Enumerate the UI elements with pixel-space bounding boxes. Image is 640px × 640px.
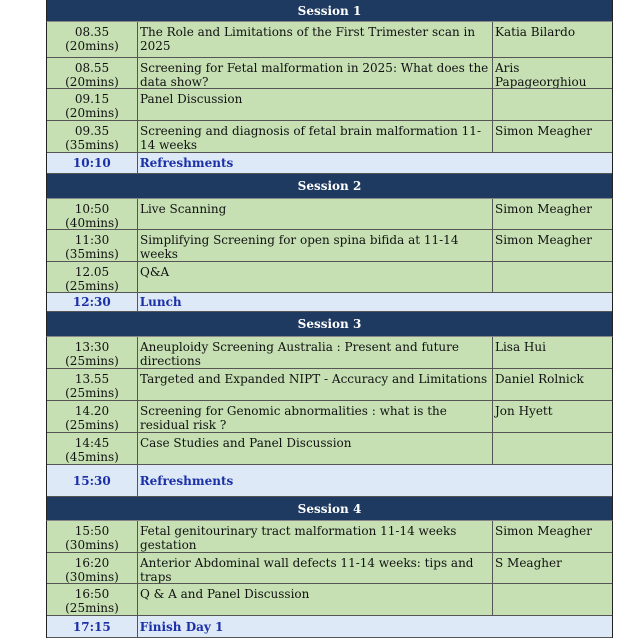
talk-duration: (25mins) [65, 354, 119, 368]
speaker-name: Simon Meagher [495, 202, 592, 216]
talk-duration: (40mins) [65, 216, 119, 230]
talk-row [46, 521, 613, 553]
talk-title: Q & A and Panel Discussion [140, 587, 310, 601]
talk-row [46, 58, 613, 89]
session-title: Session 2 [297, 179, 362, 193]
title-cell [138, 369, 493, 401]
talk-row [46, 433, 613, 465]
talk-row [46, 121, 613, 153]
talk-time: 08.55 [74, 61, 110, 75]
speaker-name: Simon Meagher [495, 124, 592, 138]
break-time: 12:30 [72, 295, 111, 309]
time-cell [47, 553, 138, 584]
time-cell [47, 433, 138, 465]
speaker-cell [493, 553, 612, 584]
speaker-cell [493, 401, 612, 433]
talk-duration: (30mins) [65, 538, 119, 552]
title-cell [138, 22, 493, 58]
talk-time: 10:50 [74, 202, 110, 216]
break-title-cell [138, 616, 612, 638]
speaker-cell [493, 369, 612, 401]
talk-title: Case Studies and Panel Discussion [140, 436, 352, 450]
time-cell [47, 337, 138, 369]
break-time-cell [47, 616, 138, 638]
break-row [46, 465, 613, 497]
speaker-cell [493, 89, 612, 121]
talk-title: Q&A [140, 265, 170, 279]
talk-title: Simplifying Screening for open spina bifida at 11-14 weeks [140, 233, 459, 261]
time-cell [47, 199, 138, 230]
schedule-table [46, 0, 613, 638]
talk-duration: (25mins) [65, 601, 119, 615]
talk-duration: (20mins) [65, 106, 119, 120]
title-cell [138, 89, 493, 121]
speaker-name: Lisa Hui [495, 340, 546, 354]
talk-row [46, 401, 613, 433]
title-cell [138, 58, 493, 89]
time-cell [47, 58, 138, 89]
talk-row [46, 337, 613, 369]
talk-duration: (20mins) [65, 75, 119, 89]
talk-title: Live Scanning [140, 202, 227, 216]
talk-duration: (35mins) [65, 247, 119, 261]
speaker-cell [493, 521, 612, 553]
title-cell [138, 433, 493, 465]
talk-title: Targeted and Expanded NIPT - Accuracy and Limitations [140, 372, 488, 386]
time-cell [47, 369, 138, 401]
talk-title: The Role and Limitations of the First Trimester scan in 2025 [140, 25, 476, 53]
break-title-cell [138, 153, 612, 174]
talk-duration: (25mins) [65, 418, 119, 432]
time-cell [47, 230, 138, 262]
talk-duration: (45mins) [65, 450, 119, 464]
session-header [46, 0, 613, 22]
talk-time: 14.20 [74, 404, 110, 418]
break-time-cell [47, 153, 138, 174]
talk-row [46, 230, 613, 262]
session-title: Session 1 [297, 3, 362, 18]
time-cell [47, 584, 138, 616]
title-cell [138, 230, 493, 262]
talk-row [46, 584, 613, 616]
speaker-name: Simon Meagher [495, 233, 592, 247]
talk-row [46, 89, 613, 121]
speaker-cell [493, 22, 612, 58]
speaker-name: Aris Papageorghiou [495, 61, 587, 89]
talk-time: 14:45 [74, 436, 110, 450]
talk-duration: (35mins) [65, 138, 119, 152]
talk-row [46, 553, 613, 584]
speaker-cell [493, 584, 612, 616]
talk-title: Anterior Abdominal wall defects 11-14 weeks: tips and traps [140, 556, 474, 584]
talk-time: 13:30 [74, 340, 110, 354]
break-time-cell [47, 465, 138, 497]
time-cell [47, 22, 138, 58]
speaker-cell [493, 199, 612, 230]
talk-title: Screening and diagnosis of fetal brain malformation 11-14 weeks [140, 124, 481, 152]
speaker-cell [493, 121, 612, 153]
break-row [46, 153, 613, 174]
talk-title: Screening for Fetal malformation in 2025: What does the data show? [140, 61, 489, 89]
talk-title: Panel Discussion [140, 92, 243, 106]
talk-time: 09.35 [74, 124, 110, 138]
speaker-cell [493, 230, 612, 262]
talk-time: 16:20 [74, 556, 110, 570]
talk-duration: (30mins) [65, 570, 119, 584]
session-title: Session 4 [297, 501, 362, 516]
time-cell [47, 262, 138, 293]
break-title: Refreshments [139, 473, 234, 488]
break-time: 17:15 [72, 619, 111, 634]
talk-row [46, 22, 613, 58]
speaker-name: Katia Bilardo [495, 25, 576, 39]
speaker-name: Jon Hyett [495, 404, 553, 418]
title-cell [138, 584, 493, 616]
session-header [46, 312, 613, 337]
talk-row [46, 369, 613, 401]
talk-duration: (20mins) [65, 39, 119, 53]
speaker-cell [493, 337, 612, 369]
title-cell [138, 121, 493, 153]
break-title-cell [138, 293, 612, 312]
break-title: Lunch [139, 295, 182, 309]
break-row [46, 293, 613, 312]
speaker-cell [493, 262, 612, 293]
break-title: Finish Day 1 [139, 619, 224, 634]
talk-row [46, 262, 613, 293]
talk-time: 11:30 [74, 233, 110, 247]
speaker-name: S Meagher [495, 556, 562, 570]
session-title: Session 3 [297, 317, 362, 331]
talk-time: 09.15 [74, 92, 110, 106]
session-header [46, 174, 613, 199]
talk-time: 13.55 [74, 372, 110, 386]
talk-duration: (25mins) [65, 386, 119, 400]
time-cell [47, 521, 138, 553]
talk-time: 08.35 [74, 25, 110, 39]
break-title: Refreshments [139, 156, 234, 170]
title-cell [138, 553, 493, 584]
break-time-cell [47, 293, 138, 312]
speaker-cell [493, 433, 612, 465]
talk-title: Fetal genitourinary tract malformation 11-14 weeks gestation [140, 524, 457, 552]
time-cell [47, 401, 138, 433]
title-cell [138, 337, 493, 369]
title-cell [138, 401, 493, 433]
talk-time: 15:50 [74, 524, 110, 538]
break-time: 10:10 [72, 156, 111, 170]
talk-duration: (25mins) [65, 279, 119, 293]
title-cell [138, 521, 493, 553]
time-cell [47, 121, 138, 153]
speaker-name: Simon Meagher [495, 524, 592, 538]
speaker-cell [493, 58, 612, 89]
title-cell [138, 262, 493, 293]
break-row [46, 616, 613, 638]
talk-time: 16:50 [74, 587, 110, 601]
speaker-name: Daniel Rolnick [495, 372, 584, 386]
talk-title: Aneuploidy Screening Australia : Present and future directions [140, 340, 459, 368]
session-header [46, 497, 613, 521]
time-cell [47, 89, 138, 121]
break-title-cell [138, 465, 612, 497]
break-time: 15:30 [72, 473, 111, 488]
talk-title: Screening for Genomic abnormalities : what is the residual risk ? [140, 404, 447, 432]
talk-row [46, 199, 613, 230]
title-cell [138, 199, 493, 230]
talk-time: 12.05 [74, 265, 110, 279]
